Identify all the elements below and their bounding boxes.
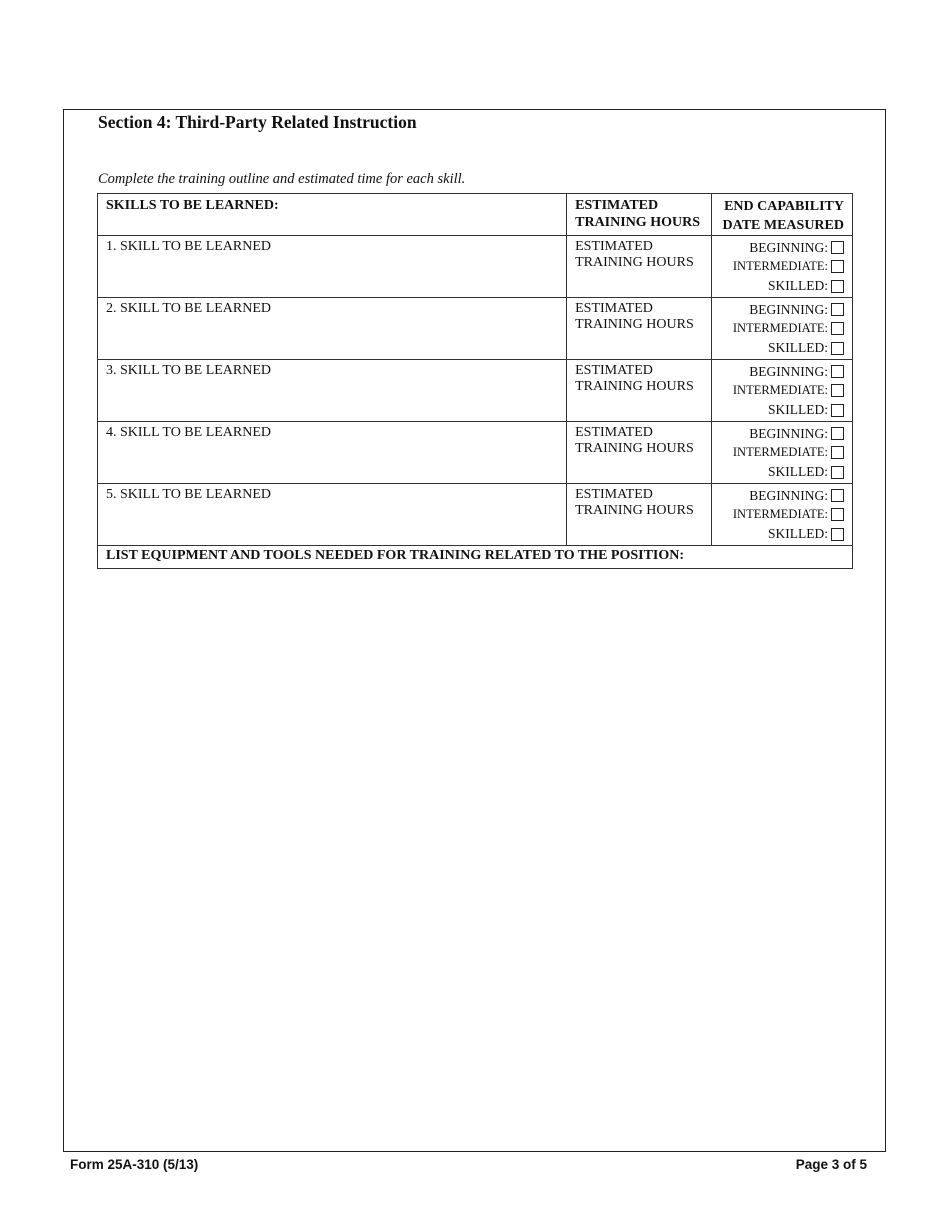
hours-field-3[interactable] [567,360,712,422]
skilled-checkbox[interactable] [831,342,844,355]
header-estimated-hours [567,194,712,236]
intermediate-checkbox[interactable] [831,508,844,521]
level-intermediate [716,505,844,524]
intermediate-label: INTERMEDIATE: [732,259,828,274]
hours-label-line1: ESTIMATED [575,301,653,316]
page-number: Page 3 of 5 [795,1157,867,1172]
level-skilled [716,401,844,420]
capability-levels-1 [712,236,853,298]
beginning-label: BEGINNING: [749,363,828,379]
intermediate-checkbox[interactable] [831,384,844,397]
hours-label-line2: TRAINING HOURS [575,317,694,332]
hours-label-line2: TRAINING HOURS [575,255,694,270]
intermediate-label: INTERMEDIATE: [732,383,828,398]
capability-levels-3 [712,360,853,422]
skilled-label: SKILLED: [768,464,828,480]
level-intermediate [716,381,844,400]
level-skilled [716,463,844,482]
skill-field-4[interactable]: 4. SKILL TO BE LEARNED [98,422,567,484]
header-end-capability [712,194,853,236]
intermediate-checkbox[interactable] [831,322,844,335]
level-skilled [716,277,844,296]
hours-label-line1: ESTIMATED [575,425,653,440]
table-row [98,484,853,546]
level-beginning [716,238,844,257]
beginning-checkbox[interactable] [831,303,844,316]
hours-field-1[interactable] [567,236,712,298]
capability-levels-4 [712,422,853,484]
header-hours-line2: TRAINING HOURS [575,215,700,230]
level-beginning [716,486,844,505]
skilled-label: SKILLED: [768,340,828,356]
beginning-checkbox[interactable] [831,489,844,502]
intermediate-label: INTERMEDIATE: [732,507,828,522]
table-header-row [98,194,853,236]
skilled-checkbox[interactable] [831,528,844,541]
beginning-label: BEGINNING: [749,425,828,441]
skilled-checkbox[interactable] [831,466,844,479]
hours-field-5[interactable] [567,484,712,546]
beginning-checkbox[interactable] [831,427,844,440]
hours-label-line1: ESTIMATED [575,239,653,254]
level-beginning [716,362,844,381]
intermediate-label: INTERMEDIATE: [732,321,828,336]
section-title: Section 4: Third-Party Related Instruction [98,112,417,132]
skilled-label: SKILLED: [768,278,828,294]
level-beginning [716,300,844,319]
level-skilled [716,339,844,358]
intermediate-checkbox[interactable] [831,446,844,459]
capability-levels-2 [712,298,853,360]
form-id: Form 25A-310 (5/13) [70,1157,199,1172]
table-row [98,422,853,484]
capability-levels-5 [712,484,853,546]
equipment-tools-field[interactable]: LIST EQUIPMENT AND TOOLS NEEDED FOR TRAINING RELATED TO THE POSITION: [98,546,853,569]
skilled-checkbox[interactable] [831,404,844,417]
skill-field-2[interactable]: 2. SKILL TO BE LEARNED [98,298,567,360]
table-row [98,360,853,422]
level-intermediate [716,319,844,338]
table-row [98,298,853,360]
hours-label-line2: TRAINING HOURS [575,441,694,456]
hours-label-line1: ESTIMATED [575,363,653,378]
hours-field-2[interactable] [567,298,712,360]
hours-label-line1: ESTIMATED [575,487,653,502]
skill-field-1[interactable]: 1. SKILL TO BE LEARNED [98,236,567,298]
beginning-label: BEGINNING: [749,487,828,503]
skills-table [97,193,853,569]
level-beginning [716,424,844,443]
header-end-line1: END CAPABILITY [724,199,844,214]
beginning-label: BEGINNING: [749,301,828,317]
instruction-text: Complete the training outline and estimated time for each skill. [98,171,466,187]
header-hours-line1: ESTIMATED [575,198,659,213]
intermediate-checkbox[interactable] [831,260,844,273]
header-end-line2: DATE MEASURED [722,218,844,233]
skilled-checkbox[interactable] [831,280,844,293]
skilled-label: SKILLED: [768,526,828,542]
beginning-label: BEGINNING: [749,239,828,255]
skill-field-3[interactable]: 3. SKILL TO BE LEARNED [98,360,567,422]
hours-label-line2: TRAINING HOURS [575,379,694,394]
skilled-label: SKILLED: [768,402,828,418]
level-skilled [716,525,844,544]
header-skills: SKILLS TO BE LEARNED: [98,194,567,236]
beginning-checkbox[interactable] [831,365,844,378]
level-intermediate [716,257,844,276]
skill-field-5[interactable]: 5. SKILL TO BE LEARNED [98,484,567,546]
hours-label-line2: TRAINING HOURS [575,503,694,518]
intermediate-label: INTERMEDIATE: [732,445,828,460]
beginning-checkbox[interactable] [831,241,844,254]
level-intermediate [716,443,844,462]
hours-field-4[interactable] [567,422,712,484]
table-row [98,236,853,298]
equipment-row [98,546,853,569]
